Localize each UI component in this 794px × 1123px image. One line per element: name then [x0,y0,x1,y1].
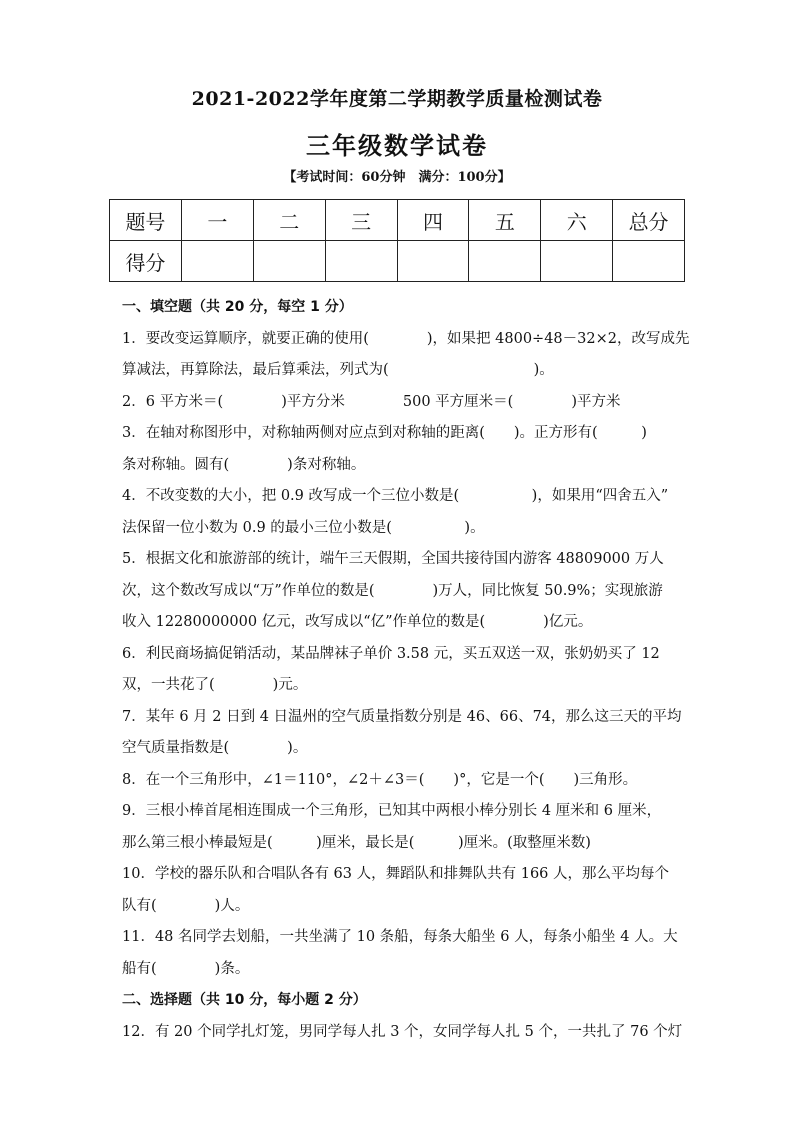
question-line: 算减法，再算除法，最后算乘法，列式为( )。 [122,362,554,378]
question-line: 10．学校的器乐队和合唱队各有 63 人，舞蹈队和排舞队共有 166 人，那么平均每个 [122,866,670,882]
question-line: 7．某年 6 月 2 日到 4 日温州的空气质量指数分别是 46、66、74，那么这三天的平均 [122,708,682,725]
score-entry-cell[interactable] [613,241,685,282]
question-line: 次，这个数改写成以“万”作单位的数是( )万人，同比恢复 50.9%；实现旅游 [122,582,663,599]
exam-subject-title: 三年级数学试卷 [306,131,488,160]
section-heading: 一、填空题（共 20 分，每空 1 分） [122,299,353,315]
question-line: 5．根据文化和旅游部的统计，端午三天假期，全国共接待国内游客 48809000 万人 [122,551,664,567]
score-table [109,199,685,282]
score-entry-cell[interactable] [181,241,253,282]
score-entry-cell[interactable] [397,241,469,282]
question-line: 法保留一位小数为 0.9 的最小三位小数是( )。 [122,519,485,536]
question-line: 9．三根小棒首尾相连围成一个三角形，已知其中两根小棒分别长 4 厘米和 6 厘米， [122,803,662,819]
score-table-header-row [110,200,685,241]
question-line: 那么第三根小棒最短是( )厘米，最长是( )厘米。(取整厘米数) [122,834,591,851]
score-entry-cell[interactable] [541,241,613,282]
section-heading: 二、选择题（共 10 分，每小题 2 分） [122,992,367,1008]
question-line: 11．48 名同学去划船，一共坐满了 10 条船，每条大船坐 6 人，每条小船坐 4 人。大 [122,929,678,945]
score-table-score-row [110,241,685,282]
question-line: 1．要改变运算顺序，就要正确的使用( )，如果把 4800÷48－32×2，改写成先 [122,330,690,347]
question-line: 空气质量指数是( )。 [122,740,308,756]
score-table-cell: 五 [469,200,541,241]
exam-questions [122,292,694,1048]
question-line: 4．不改变数的大小，把 0.9 改写成一个三位小数是( )，如果用“四舍五入” [122,488,669,504]
question-line: 收入 12280000000 亿元，改写成以“亿”作单位的数是( )亿元。 [122,614,593,630]
score-table-cell: 题号 [110,200,182,241]
score-row-label: 得分 [110,241,182,282]
score-table-cell: 四 [397,200,469,241]
score-table-cell: 一 [181,200,253,241]
question-line: 双，一共花了( )元。 [122,677,308,693]
question-line: 条对称轴。圆有( )条对称轴。 [122,456,366,473]
question-line: 2．6 平方米＝( )平方分米 500 平方厘米＝( )平方米 [122,393,621,410]
score-table-cell: 总分 [613,200,685,241]
score-entry-cell[interactable] [325,241,397,282]
question-line: 队有( )人。 [122,897,250,914]
question-line: 6．利民商场搞促销活动，某品牌袜子单价 3.58 元，买五双送一双，张奶奶买了 12 [122,645,660,662]
score-entry-cell[interactable] [469,241,541,282]
question-line: 船有( )条。 [122,960,250,977]
exam-header-title: 2021-2022学年度第二学期教学质量检测试卷 [191,88,603,110]
question-line: 8．在一个三角形中，∠1＝110°，∠2＋∠3＝( )°，它是一个( )三角形。 [122,771,638,788]
score-table-cell: 六 [541,200,613,241]
score-entry-cell[interactable] [253,241,325,282]
score-table-cell: 三 [325,200,397,241]
score-table-cell: 二 [253,200,325,241]
exam-time-score-info: 【考试时间：60分钟 满分：100分】 [283,170,511,185]
question-line: 12．有 20 个同学扎灯笼，男同学每人扎 3 个，女同学每人扎 5 个，一共扎了 76 个灯 [122,1023,683,1040]
question-line: 3．在轴对称图形中，对称轴两侧对应点到对称轴的距离( )。正方形有( ) [122,425,647,441]
